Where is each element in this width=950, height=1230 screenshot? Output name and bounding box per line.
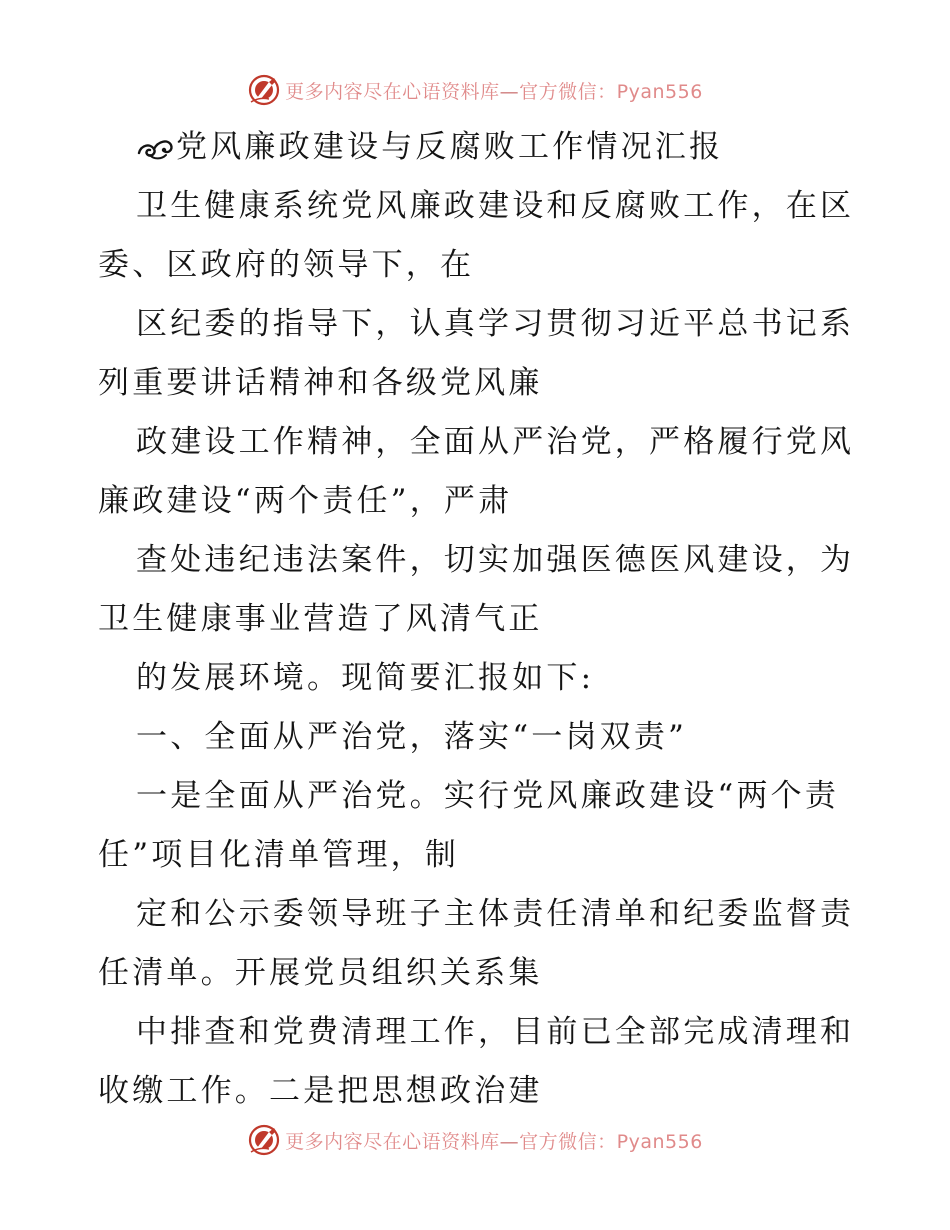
paragraph-line: 定和公示委领导班子主体责任清单和纪委监督责 bbox=[136, 896, 855, 932]
paragraph-line: 区纪委的指导下，认真学习贯彻习近平总书记系 bbox=[136, 306, 855, 342]
watermark-main-text: 更多内容尽在心语资料库 bbox=[285, 1130, 500, 1153]
paragraph-line: 任清单。开展党员组织关系集 bbox=[98, 955, 543, 991]
watermark-separator: — bbox=[499, 80, 520, 103]
watermark-separator: — bbox=[499, 1130, 520, 1153]
pen-logo-icon bbox=[247, 1123, 281, 1157]
paragraph-line: 任”项目化清单管理，制 bbox=[98, 837, 460, 873]
paragraph-line: 的发展环境。现简要汇报如下: bbox=[136, 660, 595, 696]
paragraph-line: 卫生健康事业营造了风清气正 bbox=[98, 601, 543, 637]
paragraph-line: 中排查和党费清理工作，目前已全部完成清理和 bbox=[136, 1014, 855, 1050]
document-body bbox=[98, 118, 858, 1121]
paragraph-line: 廉政建设“两个责任”，严肃 bbox=[98, 483, 513, 519]
document-title: 党风廉政建设与反腐败工作情况汇报 bbox=[176, 129, 724, 165]
pen-logo-icon bbox=[247, 73, 281, 107]
document-title-row bbox=[98, 118, 858, 177]
section-heading: 一、全面从严治党，落实“一岗双责” bbox=[136, 719, 688, 755]
watermark-main-text: 更多内容尽在心语资料库 bbox=[285, 80, 500, 103]
paragraph-line: 一是全面从严治党。实行党风廉政建设“两个责 bbox=[136, 778, 840, 814]
watermark-footer bbox=[0, 1120, 950, 1160]
watermark-wechat-text: 官方微信：Pyan556 bbox=[519, 80, 703, 103]
paragraph-line: 查处违纪违法案件，切实加强医德医风建设，为 bbox=[136, 542, 855, 578]
paragraph-line: 政建设工作精神，全面从严治党，严格履行党风 bbox=[136, 424, 855, 460]
paragraph-line: 列重要讲话精神和各级党风廉 bbox=[98, 365, 543, 401]
paragraph-line: 卫生健康系统党风廉政建设和反腐败工作，在区 bbox=[136, 188, 855, 224]
paragraph-line: 收缴工作。二是把思想政治建 bbox=[98, 1073, 543, 1109]
watermark-wechat-text: 官方微信：Pyan556 bbox=[519, 1130, 703, 1153]
fleuron-icon bbox=[136, 133, 174, 163]
paragraph-line: 委、区政府的领导下，在 bbox=[98, 247, 475, 283]
watermark-header bbox=[0, 70, 950, 110]
